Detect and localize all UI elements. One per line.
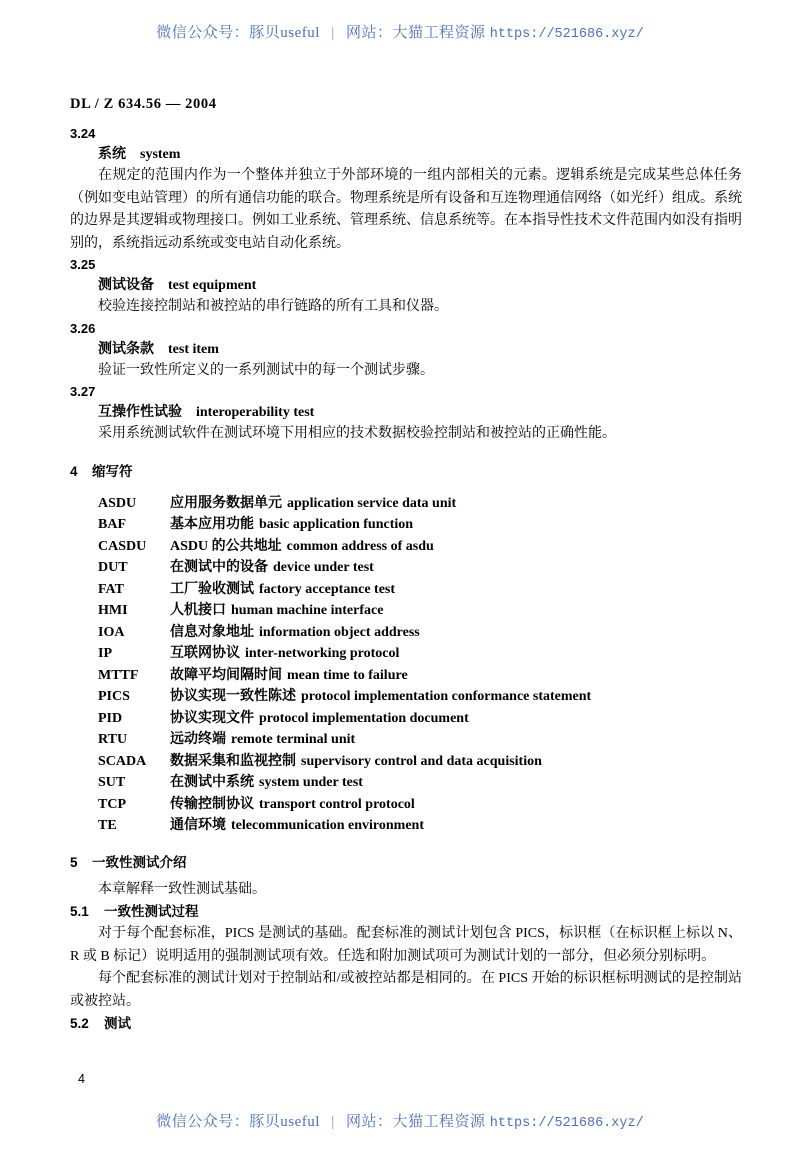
list-item [70,493,742,515]
abbr-key: FAT [98,581,124,597]
abbr-cn: 数据采集和监视控制 [170,753,296,769]
list-item [70,751,742,773]
abbr-cn: 工厂验收测试 [170,581,254,597]
section-number-3-27: 3.27 [70,384,96,399]
abbr-cn: 应用服务数据单元 [170,495,282,511]
abbr-key: ASDU [98,495,137,511]
watermark-wechat-label: 微信公众号：豚贝useful [156,25,320,41]
abbr-cn: 协议实现一致性陈述 [170,689,296,704]
abbr-key: IOA [98,624,125,640]
spacer [70,446,742,461]
spacer [70,837,742,852]
header-watermark [0,21,800,42]
abbr-key: CASDU [98,538,147,554]
abbr-description [170,815,742,837]
abbr-description [170,665,742,687]
abbr-cn: 人机接口 [170,603,226,618]
abbr-key: DUT [98,560,128,575]
abbr-en: telecommunication environment [231,818,424,833]
watermark-separator: | [331,1114,335,1130]
term-heading-3-27 [70,402,742,423]
abbr-description [170,751,742,773]
abbr-description [170,493,742,515]
chapter-title-5: 一致性测试介绍 [92,854,187,870]
term-cn-3-24: 系统 [98,147,126,162]
term-cn-3-25: 测试设备 [98,278,154,293]
section-title-5-2: 测试 [104,1016,131,1031]
watermark-wechat-label: 微信公众号：豚贝useful [156,1114,320,1130]
abbr-en: remote terminal unit [231,732,356,747]
abbr-en: basic application function [259,517,414,532]
list-item [70,600,742,622]
abbr-en: common address of asdu [286,538,434,554]
term-body-3-26: 验证一致性所定义的一系列测试中的每一个测试步骤。 [98,362,434,378]
abbr-en: factory acceptance test [259,581,396,597]
abbr-cn: 在测试中系统 [170,775,254,790]
document-content [70,124,742,1035]
abbr-en: protocol implementation conformance statement [301,689,592,704]
term-en-3-24: system [140,147,181,162]
abbr-key: SCADA [98,753,147,769]
term-heading-3-26 [70,339,742,360]
abbr-cn: 通信环境 [170,818,226,833]
section-number-5-2: 5.2 [70,1016,89,1031]
chapter-number-5: 5 [70,854,78,870]
list-item [70,579,742,601]
abbr-key: HMI [98,603,128,618]
section-5-1-para-2: 每个配套标准的测试计划对于控制站和/或被控站都是相同的。在 PICS 开始的标识框标明测试的是控制站或被控站。 [70,971,742,1009]
abbr-cn: 信息对象地址 [170,624,254,640]
abbr-en: application service data unit [287,495,457,511]
abbr-en: human machine interface [231,603,384,618]
list-item [70,536,742,558]
abbreviation-list [70,493,742,837]
abbr-description [170,536,742,558]
term-en-3-26: test item [168,341,219,357]
watermark-site-label: 网站：大猫工程资源 [345,1114,486,1130]
abbr-description [170,600,742,622]
term-heading-3-25 [70,275,742,296]
term-body-3-25: 校验连接控制站和被控站的串行链路的所有工具和仪器。 [98,299,448,314]
abbr-key: RTU [98,732,128,747]
chapter-number-4: 4 [70,463,78,479]
list-item [70,643,742,665]
list-item [70,665,742,687]
watermark-separator: | [331,25,335,41]
abbr-description [170,579,742,601]
watermark-url: https://521686.xyz/ [489,1116,644,1131]
abbr-description [170,772,742,794]
abbr-cn: ASDU 的公共地址 [170,538,282,554]
list-item [70,708,742,730]
section-heading-5-2 [70,1013,742,1035]
abbr-cn: 协议实现文件 [170,710,254,726]
watermark-url: https://521686.xyz/ [489,27,644,42]
section-heading-5-1 [70,901,742,923]
abbr-en: inter-networking protocol [245,646,400,661]
abbr-description [170,622,742,644]
chapter-heading-4 [70,461,742,483]
abbr-en: supervisory control and data acquisition [301,753,542,769]
abbr-key: BAF [98,517,126,532]
abbr-key: SUT [98,775,126,790]
abbr-en: information object address [259,624,420,640]
section-number-3-25: 3.25 [70,257,96,272]
section-5-1-para-1: 对于每个配套标准，PICS 是测试的基础。配套标准的测试计划包含 PICS，标识框（在标识框上标以 N、R 或 B 标记）说明适用的强制测试项有效。任选和附加测试项可为测试计划的一部分，但必须分别标明。 [70,926,742,964]
abbr-en: device under test [273,560,374,575]
list-item [70,622,742,644]
abbr-en: system under test [259,775,363,790]
abbr-description [170,643,742,665]
standard-number-header: DL / Z 634.56 — 2004 [70,96,217,112]
abbr-key: TE [98,818,117,833]
chapter-5-intro: 本章解释一致性测试基础。 [98,881,266,897]
section-number-5-1: 5.1 [70,904,89,919]
list-item [70,729,742,751]
term-cn-3-26: 测试条款 [98,341,154,357]
abbr-description [170,557,742,579]
abbr-description [170,729,742,751]
section-title-5-1: 一致性测试过程 [104,904,199,919]
list-item [70,772,742,794]
abbr-key: PICS [98,689,130,704]
term-cn-3-27: 互操作性试验 [98,405,182,420]
abbr-cn: 传输控制协议 [170,796,254,812]
abbr-cn: 远动终端 [170,732,226,747]
abbr-description [170,708,742,730]
abbr-key: IP [98,646,112,661]
spacer [70,483,742,493]
term-en-3-27: interoperability test [196,405,315,420]
abbr-en: transport control protocol [259,796,415,812]
chapter-title-4: 缩写符 [92,463,133,479]
abbr-cn: 在测试中的设备 [170,560,268,575]
abbr-en: protocol implementation document [259,710,469,726]
list-item [70,557,742,579]
abbr-en: mean time to failure [287,667,408,683]
term-en-3-25: test equipment [168,278,257,293]
term-heading-3-24 [70,144,742,165]
abbr-cn: 故障平均间隔时间 [170,667,282,683]
term-body-3-27: 采用系统测试软件在测试环境下用相应的技术数据校验控制站和被控站的正确性能。 [98,426,616,441]
chapter-heading-5 [70,852,742,874]
footer-watermark [0,1110,800,1131]
abbr-key: MTTF [98,667,139,683]
section-number-3-26: 3.26 [70,320,96,336]
term-body-3-24: 在规定的范围内作为一个整体并独立于外部环境的一组内部相关的元素。逻辑系统是完成某些总体任务（例如变电站管理）的所有通信功能的联合。物理系统是所有设备和互连物理通信网络（如光纤）组成。系统的边界是其逻辑或物理接口。例如工业系统、管理系统、信息系统等。在本指导性技术文件范围内如没有指明别的，系统指远动系统或变电站自动化系统。 [70,168,742,251]
abbr-cn: 基本应用功能 [170,517,254,532]
section-number-3-24: 3.24 [70,126,96,141]
list-item [70,794,742,816]
abbr-description [170,794,742,816]
abbr-description [170,686,742,708]
watermark-site-label: 网站：大猫工程资源 [345,25,486,41]
list-item [70,815,742,837]
list-item [70,514,742,536]
list-item [70,686,742,708]
page-number: 4 [78,1072,85,1086]
abbr-description [170,514,742,536]
abbr-cn: 互联网协议 [170,646,240,661]
abbr-key: TCP [98,796,126,812]
abbr-key: PID [98,710,123,726]
